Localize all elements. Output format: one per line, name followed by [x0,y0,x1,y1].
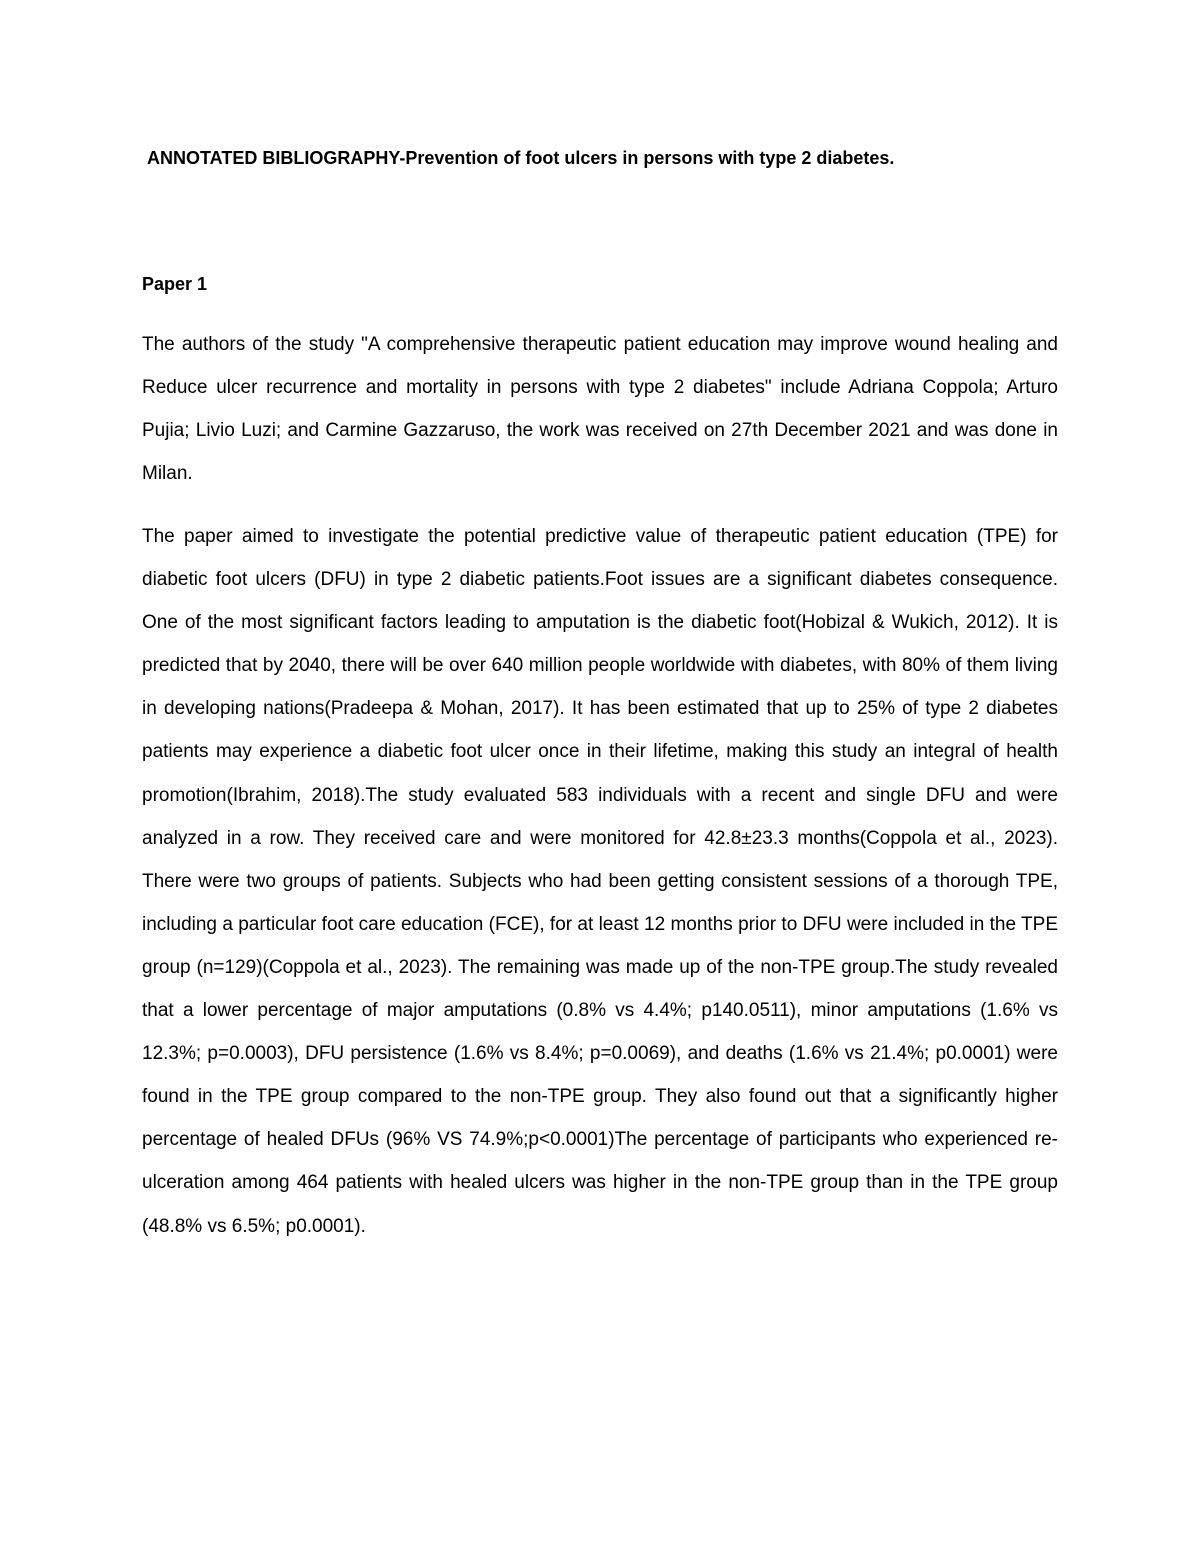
paragraph-summary: The paper aimed to investigate the potential predictive value of therapeutic patient education (TPE) for diabetic foot ulcers (DFU) in type 2 diabetic patients.Foot issues are a significant diabetes consequence. One of the most significant factors leading to amputation is the diabetic foot(Hobizal & Wukich, 2012). It is predicted that by 2040, there will be over 640 million people worldwide with diabetes, with 80% of them living in developing nations(Pradeepa & Mohan, 2017). It has been estimated that up to 25% of type 2 diabetes patients may experience a diabetic foot ulcer once in their lifetime, making this study an integral of health promotion(Ibrahim, 2018).The study evaluated 583 individuals with a recent and single DFU and were analyzed in a row. They received care and were monitored for 42.8±23.3 months(Coppola et al., 2023). There were two groups of patients. Subjects who had been getting consistent sessions of a thorough TPE, including a particular foot care education (FCE), for at least 12 months prior to DFU were included in the TPE group (n=129)(Coppola et al., 2023). The remaining was made up of the non-TPE group.The study revealed that a lower percentage of major amputations (0.8% vs 4.4%; p140.0511), minor amputations (1.6% vs 12.3%; p=0.0003), DFU persistence (1.6% vs 8.4%; p=0.0069), and deaths (1.6% vs 21.4%; p0.0001) were found in the TPE group compared to the non-TPE group. They also found out that a significantly higher percentage of healed DFUs (96% VS 74.9%;p<0.0001)The percentage of participants who experienced re-ulceration among 464 patients with healed ulcers was higher in the non-TPE group than in the TPE group (48.8% vs 6.5%; p0.0001). [142,526,1058,1237]
paragraph-authors: The authors of the study "A comprehensive therapeutic patient education may improve wound healing and Reduce ulcer recurrence and mortality in persons with type 2 diabetes" include Adriana Coppola; Arturo Pujia; Livio Luzi; and Carmine Gazzaruso, the work was received on 27th December 2021 and was done in Milan. [142,334,1058,485]
section-heading-paper-1: Paper 1 [142,274,208,294]
document-title: ANNOTATED BIBLIOGRAPHY-Prevention of foot ulcers in persons with type 2 diabetes. [147,148,895,168]
